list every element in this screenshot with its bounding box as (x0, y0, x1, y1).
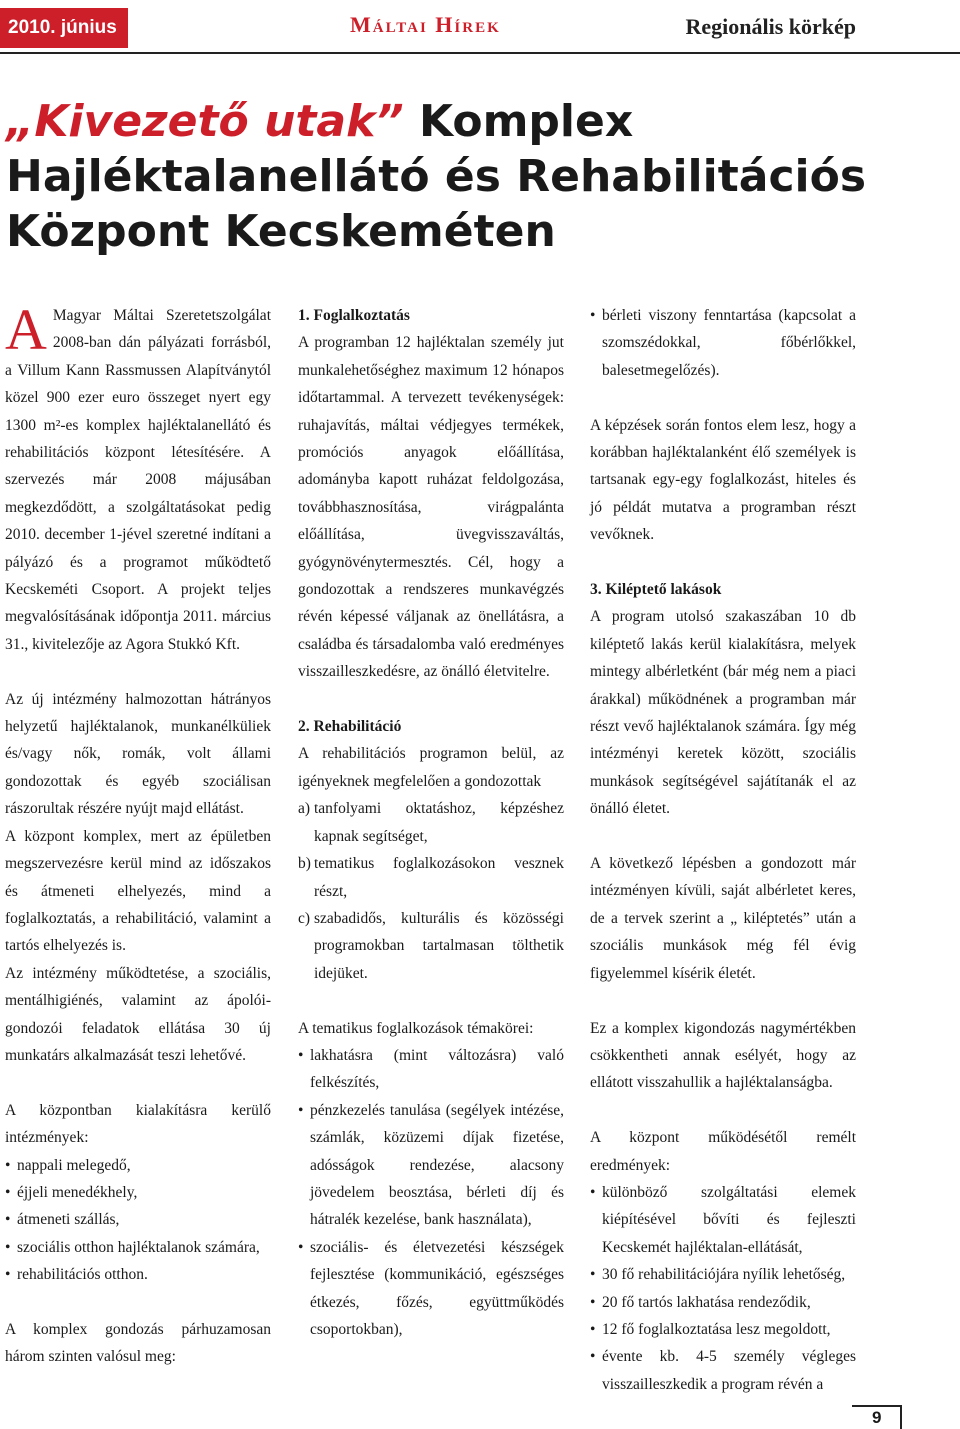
institutions-list (5, 1152, 271, 1289)
title-rest: Komplex Hajléktalanellátó és Rehabilitációs Központ Kecskeméten (6, 96, 867, 257)
drop-cap: A (5, 297, 47, 362)
results-list (590, 1179, 856, 1398)
list-item: • pénzkezelés tanulása (segélyek intézése, számlák, közüzemi díjak fizetése, adósságok rendezése, alacsony jövedelem beosztása, bérleti díj és hátralék kezelése, bank használata), (298, 1097, 564, 1234)
topics-list (298, 1042, 564, 1343)
section-heading: 3. Kiléptető lakások (590, 581, 722, 599)
paragraph: A rehabilitációs programon belül, az igényeknek megfelelően a gondozottak (298, 745, 564, 790)
paragraph: A központ működésétől remélt eredmények: (590, 1129, 856, 1174)
paragraph: A program utolsó szakaszában 10 db kiléptető lakás kerül kialakításra, melyek mintegy albérletként (bár még nem a piaci árakkal) működnének a programban már részt vevő hajléktalanok számára. Így még intézményi keretek között, szociális munkások segítségével sajátítanák el az önálló életet. (590, 608, 856, 818)
list-item: • éjjeli menedékhely, (5, 1179, 271, 1206)
page-number: 9 (872, 1408, 882, 1427)
topics-list-cont (590, 302, 856, 384)
intro-paragraph (5, 297, 271, 658)
list-item (298, 850, 564, 905)
page-header (0, 0, 960, 54)
item-label: a) (298, 800, 311, 818)
paragraph: A komplex gondozás párhuzamosan három szinten valósul meg: (5, 1320, 271, 1366)
section-name: Regionális körkép (685, 14, 856, 39)
paragraph: A programban 12 hajléktalan személy jut munkalehetőséghez maximum 12 hónapos időtartammal. A tervezett tevékenységek: ruhajavítás, máltai védjegyes termékek, promóciós anyagok előállítása, adományba kapott ruházat feldolgozása, továbbhasznosítása, virágpalánta előállítása, üvegvisszaváltás, gyógynövénytermesztés. Cél, hogy a gondozottak a rendszeres munkavégzés révén képessé váljanak az önellátásra, a családba és társadalomba való eredményes visszailleszkedésre, az önálló életvitelre. (298, 334, 564, 681)
column-1 (5, 297, 271, 1371)
page-number-divider (900, 1405, 902, 1429)
list-item: • 30 fő rehabilitációjára nyílik lehetőség, (590, 1261, 856, 1288)
paragraph: A központ komplex, mert az épületben megszervezésre kerül mind az időszakos és átmeneti elhelyezés, mind a foglalkoztatás, a rehabilitáció, valamint a tartós elhelyezés is. (5, 827, 271, 955)
item-text: szabadidős, kulturális és közösségi programokban tartalmasan tölthetik idejüket. (314, 909, 564, 982)
list-item: • 12 fő foglalkoztatása lesz megoldott, (590, 1316, 856, 1343)
list-item: • szociális otthon hajléktalanok számára, (5, 1234, 271, 1261)
list-item: • szociális- és életvezetési készségek fejlesztése (kommunikáció, egészséges étkezés, főzés, együttműködés csoportokban), (298, 1234, 564, 1344)
item-text: tematikus foglalkozásokon vesznek részt, (314, 855, 564, 900)
header-rule (0, 52, 960, 54)
rehab-sublist (298, 795, 564, 987)
list-item: • 20 fő tartós lakhatása rendeződik, (590, 1289, 856, 1316)
paragraph: A tematikus foglalkozások témakörei: (298, 1019, 534, 1037)
item-text: tanfolyami oktatáshoz, képzéshez kapnak segítséget, (314, 800, 564, 845)
title-highlight: „Kivezető utak” (6, 96, 404, 147)
list-item: • bérleti viszony fenntartása (kapcsolat a szomszédokkal, főbérlőkkel, balesetmegelőzés). (590, 302, 856, 384)
paragraph: A központban kialakításra kerülő intézmények: (5, 1101, 271, 1147)
section-heading: 1. Foglalkoztatás (298, 307, 410, 324)
item-label: b) (298, 855, 311, 873)
list-item: • lakhatásra (mint változásra) való felkészítés, (298, 1042, 564, 1097)
paragraph: Ez a komplex kigondozás nagymértékben csökkentheti annak esélyét, hogy az ellátott visszahullik a hajléktalanságba. (590, 1019, 856, 1092)
column-3 (590, 302, 856, 1398)
paragraph: A képzések során fontos elem lesz, hogy a korábban hajléktalanként élő személyek is tartsanak egy-egy foglalkozást, hiteles és jó példát mutatva a programban részt vevőknek. (590, 416, 856, 544)
publication-name: Máltai Hírek (350, 12, 501, 37)
page-number-box (852, 1405, 902, 1429)
paragraph: Az új intézmény halmozottan hátrányos helyzetű hajléktalanok, munkanélküliek és/vagy nők, romák, volt állami gondozottak és egyéb szociálisan rászorultak részére nyújt majd ellátást. (5, 690, 271, 818)
article-title (6, 94, 906, 259)
item-label: c) (298, 909, 311, 927)
section-heading: 2. Rehabilitáció (298, 718, 402, 736)
paragraph: A következő lépésben a gondozott már intézményen kívüli, saját albérletet keres, de a tervek szerint a „ kiléptetés” után a szociális munkások még fél évig figyelemmel kísérik életét. (590, 855, 856, 982)
list-item: • átmeneti szállás, (5, 1206, 271, 1233)
column-2 (298, 302, 564, 1343)
list-item (298, 905, 564, 987)
issue-date: 2010. június (0, 8, 128, 48)
page-number-rule (852, 1405, 902, 1407)
intro-text: Magyar Máltai Szeretetszolgálat 2008-ban dán pályázati forrásból, a Villum Kann Rassmussen Alapítványtól közel 900 ezer euro összeget nyert egy 1300 m²-es komplex hajléktalanellátó és rehabilitációs központ létesítésére. A szervezés már 2008 májusában megkezdődött, a szolgáltatásokat pedig 2010. december 1-jével szeretné indítani a pályázó és a programot működtető Kecskeméti Csoport. A projekt teljes megvalósításának időpontja 2011. március 31., kivitelezője az Agora Stukkó Kft. (5, 307, 271, 653)
list-item (298, 795, 564, 850)
list-item: • évente kb. 4-5 személy végleges visszailleszkedik a program révén a (590, 1343, 856, 1398)
list-item: • nappali melegedő, (5, 1152, 271, 1179)
list-item: • rehabilitációs otthon. (5, 1261, 271, 1288)
list-item: • különböző szolgáltatási elemek kiépítésével bővíti és fejleszti Kecskemét hajléktalan-ellátását, (590, 1179, 856, 1261)
paragraph: Az intézmény működtetése, a szociális, mentálhigiénés, valamint az ápolói-gondozói feladatok ellátása 30 új munkatárs alkalmazását teszi lehetővé. (5, 964, 271, 1064)
